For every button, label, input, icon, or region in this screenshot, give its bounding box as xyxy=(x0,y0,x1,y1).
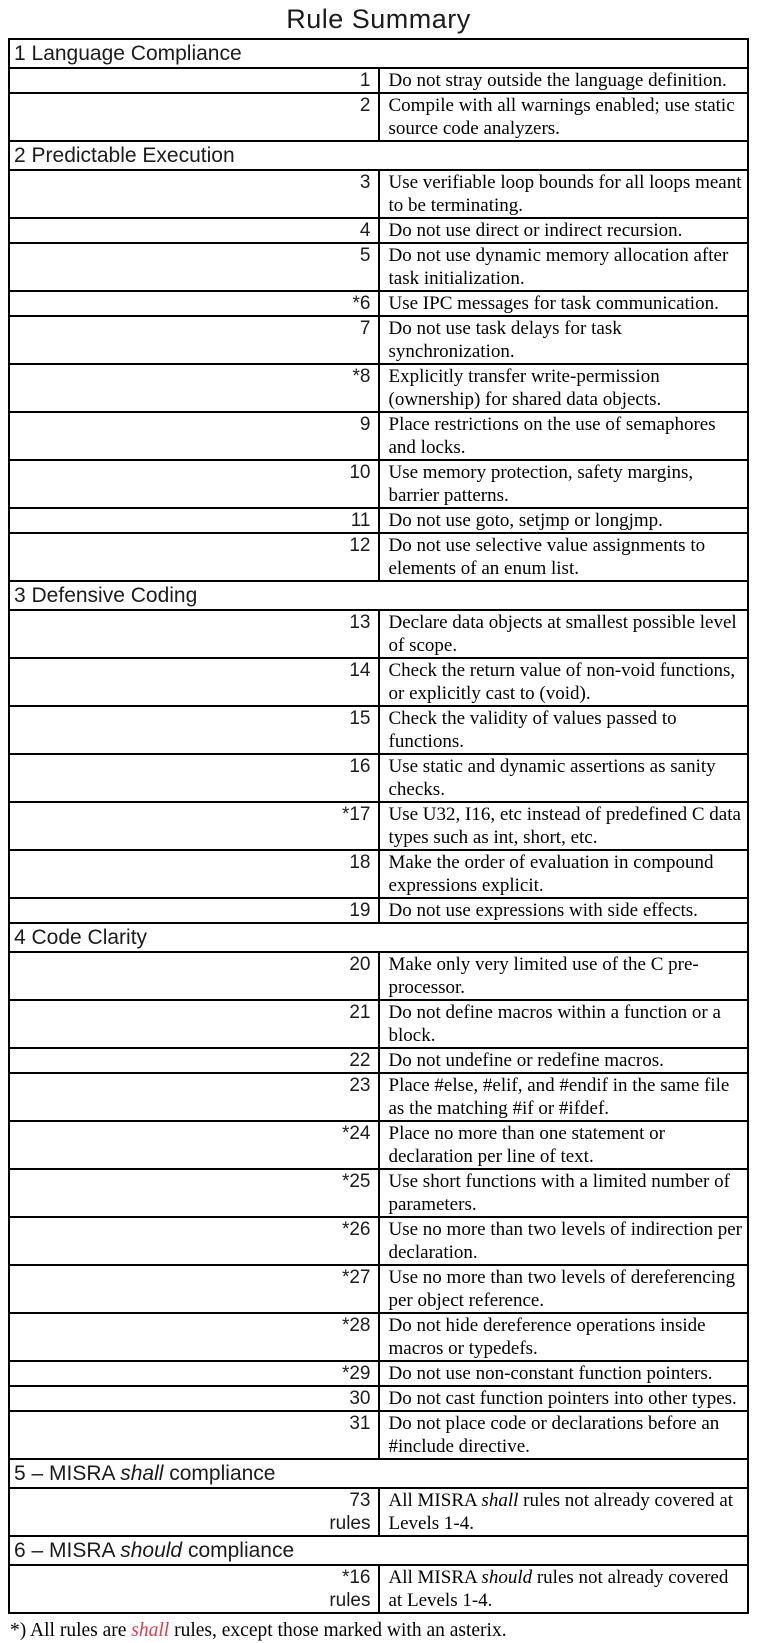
rule-summary-table xyxy=(8,38,749,1614)
rule-number-cell xyxy=(9,460,379,508)
text-part: Compile with all warnings enabled; use static source code analyzers. xyxy=(388,95,735,139)
text-part: Use verifiable loop bounds for all loops meant to be terminating. xyxy=(388,172,742,216)
rule-text-cell xyxy=(379,1313,749,1361)
rule-text-cell xyxy=(379,1565,749,1613)
text-part: Do not use expressions with side effects. xyxy=(388,900,698,921)
rule-row xyxy=(9,1265,748,1313)
rule-number-cell xyxy=(9,754,379,802)
rule-number: 4 xyxy=(359,220,371,241)
rule-text-cell xyxy=(379,658,749,706)
text-part: Use memory protection, safety margins, barrier patterns. xyxy=(388,462,694,506)
rule-text-cell xyxy=(379,1169,749,1217)
text-part: 2 Predictable Execution xyxy=(14,144,235,167)
rule-number: 30 xyxy=(349,1388,371,1409)
rule-number-cell xyxy=(9,1048,379,1073)
text-part: Use no more than two levels of dereferencing per object reference. xyxy=(388,1267,736,1311)
rule-number-cell xyxy=(9,412,379,460)
rule-row xyxy=(9,1313,748,1361)
rule-number: *16 xyxy=(341,1567,371,1588)
text-part: 5 – MISRA xyxy=(14,1462,121,1485)
rule-number: *26 xyxy=(341,1219,371,1240)
rule-row xyxy=(9,1217,748,1265)
text-part: All MISRA xyxy=(388,1490,482,1511)
text-part: Do not stray outside the language definition. xyxy=(388,70,727,91)
text-part: Check the return value of non-void functions, or explicitly cast to (void). xyxy=(388,660,736,704)
text-part: 6 – MISRA xyxy=(14,1539,121,1562)
text-part: Make only very limited use of the C pre-processor. xyxy=(388,954,699,998)
rule-text-cell xyxy=(379,218,749,243)
text-part: Do not use non-constant function pointers. xyxy=(388,1363,713,1384)
rule-row xyxy=(9,754,748,802)
rule-number-cell xyxy=(9,1386,379,1411)
text-part-italic: shall xyxy=(120,1462,164,1485)
text-part: Use short functions with a limited number of parameters. xyxy=(388,1171,730,1215)
text-part: Place no more than one statement or declaration per line of text. xyxy=(388,1123,665,1167)
rule-number: *28 xyxy=(341,1315,371,1336)
rule-text-cell xyxy=(379,508,749,533)
rule-number-cell xyxy=(9,68,379,93)
rule-table-body xyxy=(9,39,748,1613)
rule-text-cell xyxy=(379,93,749,141)
rule-number-cell xyxy=(9,850,379,898)
rule-number: *24 xyxy=(341,1123,371,1144)
section-header-cell xyxy=(9,141,748,170)
text-part: Do not cast function pointers into other types. xyxy=(388,1388,737,1409)
rule-number-cell xyxy=(9,706,379,754)
text-part: Make the order of evaluation in compound expressions explicit. xyxy=(388,852,714,896)
page-title: Rule Summary xyxy=(286,4,471,34)
rule-text-cell xyxy=(379,952,749,1000)
text-part: Do not use direct or indirect recursion. xyxy=(388,220,683,241)
rule-number-cell xyxy=(9,533,379,581)
rule-number-cell xyxy=(9,1488,379,1536)
rule-text-cell xyxy=(379,1217,749,1265)
rule-number-cell xyxy=(9,1217,379,1265)
rule-number-cell xyxy=(9,610,379,658)
footnote-shall-word: shall xyxy=(131,1620,170,1641)
rule-row xyxy=(9,1169,748,1217)
rule-number: 23 xyxy=(349,1075,371,1096)
rule-number: 10 xyxy=(349,462,371,483)
rule-row xyxy=(9,291,748,316)
text-part: Do not use task delays for task synchronization. xyxy=(388,318,622,362)
rule-number: *27 xyxy=(341,1267,371,1288)
text-part: Place #else, #elif, and #endif in the same file as the matching #if or #ifdef. xyxy=(388,1075,730,1119)
rule-number-cell xyxy=(9,243,379,291)
rule-text-cell xyxy=(379,706,749,754)
text-part: rules not already covered at Levels 1-4. xyxy=(388,1490,734,1534)
text-part: Do not hide dereference operations inside macros or typedefs. xyxy=(388,1315,706,1359)
rule-row xyxy=(9,1000,748,1048)
rule-number: 22 xyxy=(349,1050,371,1071)
rule-row xyxy=(9,170,748,218)
rule-number-cell xyxy=(9,291,379,316)
rule-number-cell xyxy=(9,1313,379,1361)
rule-row xyxy=(9,508,748,533)
rule-text-cell xyxy=(379,898,749,923)
rule-number-cell xyxy=(9,1565,379,1613)
rule-text-cell xyxy=(379,316,749,364)
rule-row xyxy=(9,460,748,508)
text-part: compliance xyxy=(182,1539,295,1562)
rule-text-cell xyxy=(379,412,749,460)
text-part: 3 Defensive Coding xyxy=(14,584,198,607)
rule-number: 19 xyxy=(349,900,371,921)
section-header-cell xyxy=(9,923,748,952)
text-part: Check the validity of values passed to functions. xyxy=(388,708,677,752)
rule-text-cell xyxy=(379,850,749,898)
footnote xyxy=(10,1619,757,1643)
text-part: Use IPC messages for task communication. xyxy=(388,293,719,314)
rule-text-cell xyxy=(379,364,749,412)
rule-text-cell xyxy=(379,1488,749,1536)
rule-row xyxy=(9,1411,748,1459)
rule-number-cell xyxy=(9,898,379,923)
section-header-row xyxy=(9,923,748,952)
text-part: Place restrictions on the use of semaphores and locks. xyxy=(388,414,716,458)
section-header-row xyxy=(9,141,748,170)
rule-number: 12 xyxy=(349,535,371,556)
rule-number-sub-label: rules xyxy=(329,1513,371,1534)
footnote-text-pre: *) All rules are xyxy=(10,1620,132,1641)
rule-row xyxy=(9,952,748,1000)
rule-number: 3 xyxy=(359,172,371,193)
text-part: Do not use goto, setjmp or longjmp. xyxy=(388,510,663,531)
rule-number: 5 xyxy=(359,245,371,266)
rule-text-cell xyxy=(379,291,749,316)
rule-number: 18 xyxy=(349,852,371,873)
text-part: Use U32, I16, etc instead of predefined C data types such as int, short, etc. xyxy=(388,804,741,848)
rule-number-cell xyxy=(9,1121,379,1169)
text-part: Do not define macros within a function or a block. xyxy=(388,1002,721,1046)
rule-number: *25 xyxy=(341,1171,371,1192)
text-part: Explicitly transfer write-permission (ownership) for shared data objects. xyxy=(388,366,662,410)
rule-row xyxy=(9,1121,748,1169)
rule-text-cell xyxy=(379,460,749,508)
text-part: Use no more than two levels of indirection per declaration. xyxy=(388,1219,743,1263)
rule-number: 21 xyxy=(349,1002,371,1023)
text-part: All MISRA xyxy=(388,1567,482,1588)
text-part: Do not use dynamic memory allocation after task initialization. xyxy=(388,245,729,289)
rule-row xyxy=(9,218,748,243)
text-part-italic: should xyxy=(481,1567,533,1588)
rule-text-cell xyxy=(379,533,749,581)
rule-row xyxy=(9,1073,748,1121)
section-header-cell xyxy=(9,39,748,68)
rule-number: 73 xyxy=(349,1490,371,1511)
rule-row xyxy=(9,610,748,658)
rule-text-cell xyxy=(379,610,749,658)
rule-number: *6 xyxy=(352,293,371,314)
rule-row xyxy=(9,898,748,923)
text-part: rules not already covered at Levels 1-4. xyxy=(388,1567,729,1611)
rule-row xyxy=(9,1361,748,1386)
section-header-row xyxy=(9,581,748,610)
rule-number: *17 xyxy=(341,804,371,825)
rule-text-cell xyxy=(379,170,749,218)
rule-number-cell xyxy=(9,1265,379,1313)
rule-number-cell xyxy=(9,1411,379,1459)
rule-text-cell xyxy=(379,754,749,802)
rule-number-cell xyxy=(9,316,379,364)
rule-number-cell xyxy=(9,1169,379,1217)
rule-number-cell xyxy=(9,218,379,243)
section-header-cell xyxy=(9,1536,748,1565)
rule-number: 31 xyxy=(349,1413,371,1434)
section-header-row xyxy=(9,39,748,68)
rule-number-cell xyxy=(9,802,379,850)
rule-text-cell xyxy=(379,1073,749,1121)
footnote-text-post: rules, except those marked with an asterix. xyxy=(169,1620,507,1641)
rule-text-cell xyxy=(379,68,749,93)
section-header-row xyxy=(9,1536,748,1565)
rule-row xyxy=(9,364,748,412)
rule-number-cell xyxy=(9,508,379,533)
text-part: compliance xyxy=(163,1462,276,1485)
rule-number: *29 xyxy=(341,1363,371,1384)
rule-row xyxy=(9,533,748,581)
text-part: Declare data objects at smallest possible level of scope. xyxy=(388,612,737,656)
rule-row xyxy=(9,658,748,706)
rule-number-cell xyxy=(9,658,379,706)
rule-number: 14 xyxy=(349,660,371,681)
rule-number-cell xyxy=(9,1073,379,1121)
rule-number: *8 xyxy=(352,366,371,387)
rule-number: 2 xyxy=(359,95,371,116)
rule-number: 11 xyxy=(350,510,371,531)
text-part: Use static and dynamic assertions as sanity checks. xyxy=(388,756,716,800)
rule-row xyxy=(9,1488,748,1536)
rule-number-cell xyxy=(9,952,379,1000)
rule-number: 7 xyxy=(359,318,371,339)
text-part: Do not place code or declarations before an #include directive. xyxy=(388,1413,720,1457)
rule-number: 20 xyxy=(349,954,371,975)
rule-number-cell xyxy=(9,1361,379,1386)
rule-row xyxy=(9,412,748,460)
rule-row xyxy=(9,1386,748,1411)
rule-number-cell xyxy=(9,170,379,218)
rule-number-sub-label: rules xyxy=(329,1590,371,1611)
section-header-row xyxy=(9,1459,748,1488)
section-header-cell xyxy=(9,1459,748,1488)
rule-number: 1 xyxy=(359,70,371,91)
rule-row xyxy=(9,316,748,364)
rule-number-cell xyxy=(9,364,379,412)
rule-row xyxy=(9,850,748,898)
rule-text-cell xyxy=(379,1121,749,1169)
text-part: 1 Language Compliance xyxy=(14,42,242,65)
text-part: 4 Code Clarity xyxy=(14,926,148,949)
text-part-italic: should xyxy=(120,1539,183,1562)
rule-row xyxy=(9,802,748,850)
rule-number-cell xyxy=(9,1000,379,1048)
rule-row xyxy=(9,1565,748,1613)
rule-number: 9 xyxy=(359,414,371,435)
section-header-cell xyxy=(9,581,748,610)
rule-text-cell xyxy=(379,243,749,291)
text-part: Do not use selective value assignments to elements of an enum list. xyxy=(388,535,706,579)
text-part: Do not undefine or redefine macros. xyxy=(388,1050,664,1071)
rule-row xyxy=(9,68,748,93)
rule-text-cell xyxy=(379,802,749,850)
rule-text-cell xyxy=(379,1265,749,1313)
rule-number: 16 xyxy=(349,756,371,777)
rule-number-cell xyxy=(9,93,379,141)
rule-row xyxy=(9,1048,748,1073)
rule-row xyxy=(9,243,748,291)
rule-text-cell xyxy=(379,1000,749,1048)
rule-text-cell xyxy=(379,1386,749,1411)
rule-text-cell xyxy=(379,1361,749,1386)
rule-row xyxy=(9,706,748,754)
rule-text-cell xyxy=(379,1411,749,1459)
rule-row xyxy=(9,93,748,141)
rule-number: 13 xyxy=(349,612,371,633)
rule-number: 15 xyxy=(349,708,371,729)
text-part-italic: shall xyxy=(481,1490,519,1511)
rule-text-cell xyxy=(379,1048,749,1073)
